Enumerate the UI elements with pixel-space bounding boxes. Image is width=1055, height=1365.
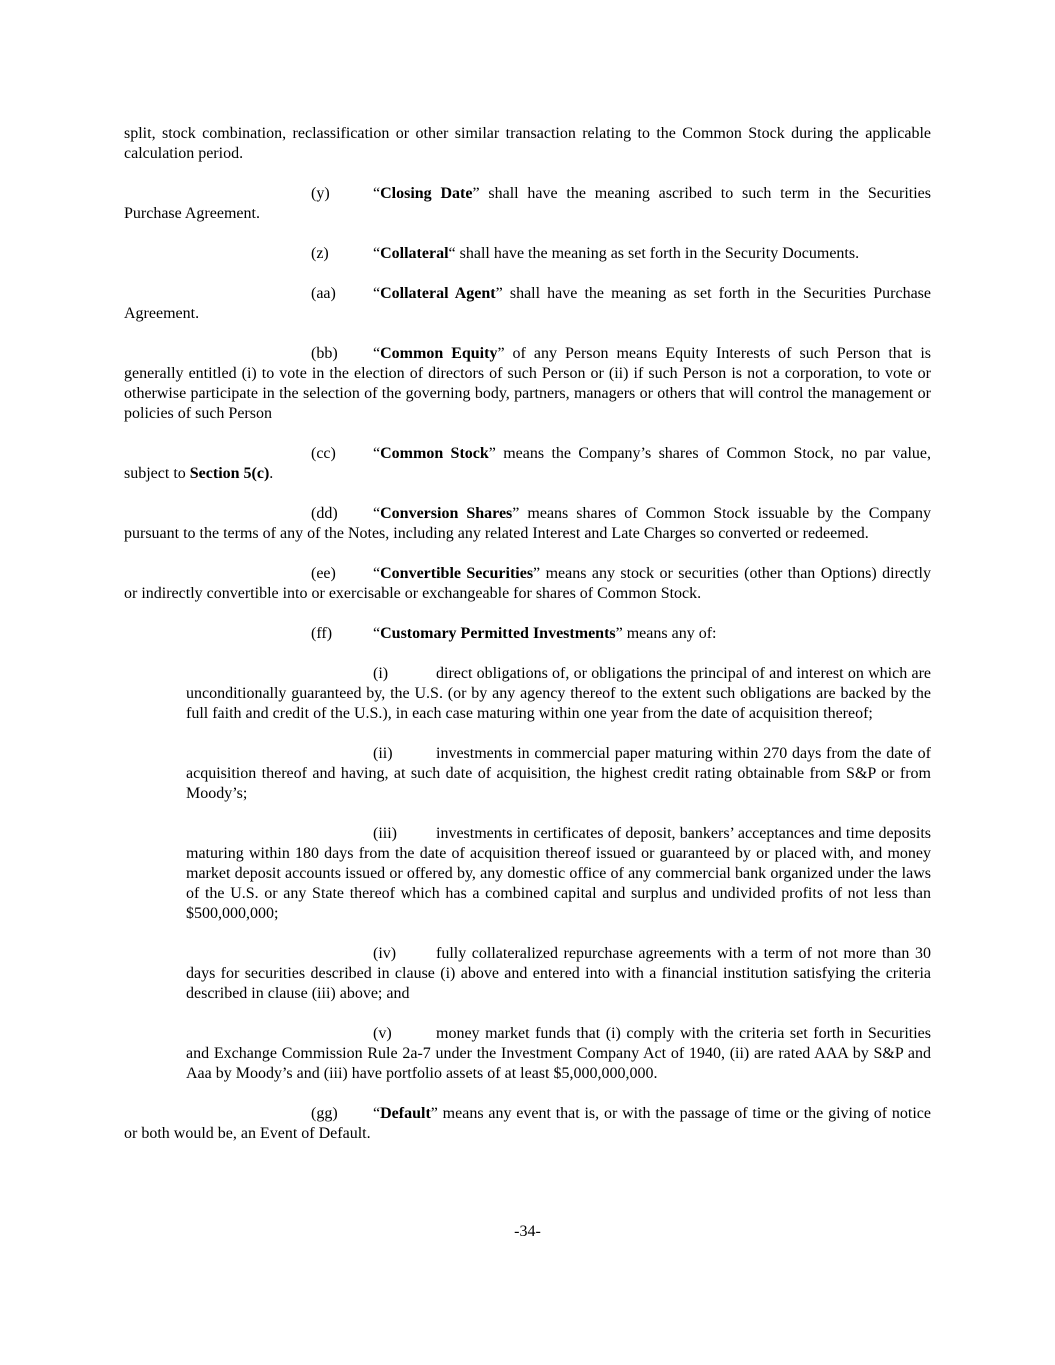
defined-term: Conversion Shares — [380, 505, 513, 522]
open-quote: “ — [373, 625, 381, 642]
definition-text: ” shall have the meaning ascribed to such term in the Securities Purchase Agreement. — [124, 185, 931, 222]
definition-text: ” means shares of Common Stock issuable by the Company pursuant to the terms of any of the Notes, including any related Interest and Late Charges so converted or redeemed. — [124, 505, 932, 542]
sub-item-text: investments in certificates of deposit, bankers’ acceptances and time deposits maturing within 180 days from the date of acquisition thereof issued or guaranteed by or placed with, and money market deposit accounts issued or offered by, any domestic office of any commercial bank organized under the laws of the U.S. or any State thereof which has a combined capital and surplus and undivided profits of not less than $500,000,000; — [186, 825, 931, 922]
definition-label: (ff) — [311, 625, 333, 642]
definition-collateral — [124, 244, 931, 264]
sub-item-label: (ii) — [373, 745, 393, 762]
open-quote: “ — [373, 245, 381, 262]
definition-common-stock — [124, 444, 931, 484]
definition-label: (cc) — [311, 445, 336, 462]
sub-item — [186, 944, 931, 1004]
sub-item-text: direct obligations of, or obligations the principal of and interest on which are unconditionally guaranteed by, the U.S. (or by any agency thereof to the extent such obligations are backed by the full faith and credit of the U.S.), in each case maturing within one year from the date of acquisition thereof; — [186, 665, 931, 722]
defined-term: Common Stock — [380, 445, 489, 462]
open-quote: “ — [373, 565, 381, 582]
sub-item-label: (i) — [373, 665, 389, 682]
definition-label: (y) — [311, 185, 330, 202]
defined-term: Closing Date — [380, 185, 473, 202]
sub-item-text: money market funds that (i) comply with the criteria set forth in Securities and Exchange Commission Rule 2a-7 under the Investment Company Act of 1940, (ii) are rated AAA by S&P and Aaa by Moody’s and (iii) have portfolio assets of at least $5,000,000,000. — [186, 1025, 931, 1082]
sub-item-label: (v) — [373, 1025, 392, 1042]
sub-item — [186, 1024, 931, 1084]
open-quote: “ — [373, 445, 381, 462]
definition-text: ” means any of: — [615, 625, 717, 642]
defined-term: Common Equity — [380, 345, 498, 362]
sub-item-text: investments in commercial paper maturing within 270 days from the date of acquisition thereof and having, at such date of acquisition, the highest credit rating obtainable from S&P or from Moody’s; — [186, 745, 931, 802]
definition-collateral-agent — [124, 284, 931, 324]
open-quote: “ — [373, 1105, 381, 1122]
definition-text: ” means any stock or securities (other than Options) directly or indirectly convertible into or exercisable or exchangeable for shares of Common Stock. — [124, 565, 931, 602]
definition-common-equity — [124, 344, 931, 424]
page-number: -34- — [514, 1223, 541, 1240]
defined-term: Convertible Securities — [380, 565, 534, 582]
definition-closing-date — [124, 184, 931, 224]
document-page — [124, 124, 931, 1144]
defined-term: Collateral — [380, 245, 449, 262]
definition-text: ” shall have the meaning as set forth in the Securities Purchase Agreement. — [124, 285, 931, 322]
sub-item-label: (iv) — [373, 945, 397, 962]
sub-item-label: (iii) — [373, 825, 397, 842]
definition-label: (z) — [311, 245, 329, 262]
definition-label: (ee) — [311, 565, 336, 582]
definition-convertible-securities — [124, 564, 931, 604]
sub-item-text: fully collateralized repurchase agreements with a term of not more than 30 days for securities described in clause (i) above and entered into with a financial institution satisfying the criteria described in clause (iii) above; and — [186, 945, 931, 1002]
open-quote: “ — [373, 185, 381, 202]
definition-label: (gg) — [311, 1105, 338, 1122]
definition-conversion-shares — [124, 504, 931, 544]
definition-label: (bb) — [311, 345, 338, 362]
definition-text: ” of any Person means Equity Interests of such Person that is generally entitled (i) to vote in the election of directors of such Person or (ii) if such Person is not a corporation, to vote or otherwise participate in the selection of the governing body, partners, managers or others that will control the management or policies of such Person — [124, 345, 931, 422]
sub-item — [186, 744, 931, 804]
section-reference: Section 5(c) — [189, 465, 270, 482]
open-quote: “ — [373, 345, 381, 362]
definition-label: (dd) — [311, 505, 338, 522]
open-quote: “ — [373, 285, 381, 302]
defined-term: Customary Permitted Investments — [380, 625, 616, 642]
definition-text: ” means the Company’s shares of Common Stock, no par value, subject to — [124, 445, 932, 482]
open-quote: “ — [373, 505, 381, 522]
intro-paragraph: split, stock combination, reclassification or other similar transaction relating to the Common Stock during the applicable calculation period. — [124, 125, 931, 162]
definition-text: “ shall have the meaning as set forth in the Security Documents. — [448, 245, 860, 262]
definition-text: ” means any event that is, or with the passage of time or the giving of notice or both would be, an Event of Default. — [124, 1105, 931, 1142]
sub-item — [186, 664, 931, 724]
definition-end: . — [269, 465, 274, 482]
defined-term: Default — [380, 1105, 431, 1122]
definition-default — [124, 1104, 931, 1144]
defined-term: Collateral Agent — [380, 285, 496, 302]
sub-item — [186, 824, 931, 924]
definition-label: (aa) — [311, 285, 336, 302]
definition-customary-permitted-investments — [124, 624, 931, 644]
